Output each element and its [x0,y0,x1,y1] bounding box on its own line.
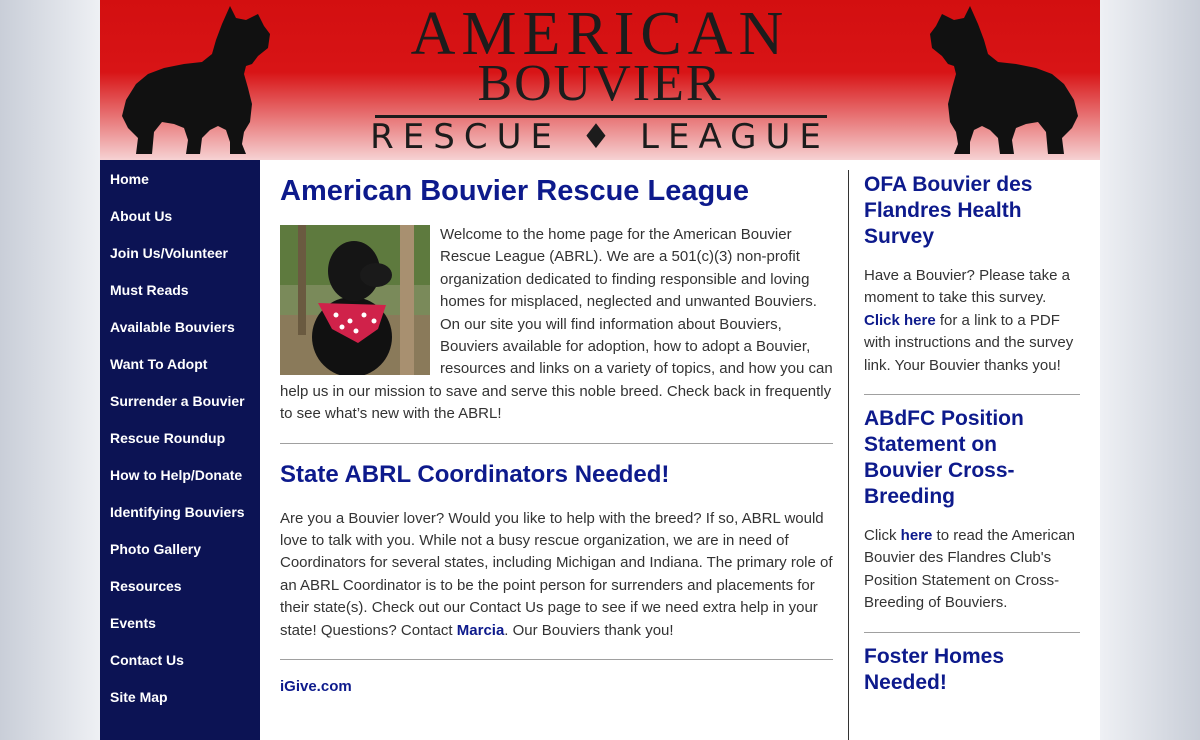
nav-item-site-map[interactable]: Site Map [110,689,168,705]
bouvier-photo [280,225,430,375]
column-divider [848,170,849,740]
nav-item-photo-gallery[interactable]: Photo Gallery [110,541,202,557]
nav-item-join-us-volunteer[interactable]: Join Us/Volunteer [110,245,228,261]
nav-item-must-reads[interactable]: Must Reads [110,282,189,298]
nav-item-home[interactable]: Home [110,171,149,187]
coordinators-text-after: . Our Bouviers thank you! [504,621,674,639]
marcia-link[interactable]: Marcia [456,621,505,639]
abdfc-statement-text [864,525,1080,615]
abdfc-text-after: to read the American Bouvier des Flandres Club's Position Statement on Cross-Breeding of Bouviers. [864,527,1075,612]
nav-item-want-to-adopt[interactable]: Want To Adopt [110,356,208,372]
ofa-click-here-link[interactable]: Click here [864,311,936,329]
bouvier-photo-image [280,225,430,375]
ofa-survey-heading: OFA Bouvier des Flandres Health Survey [864,173,1033,248]
coordinators-heading: State ABRL Coordinators Needed! [280,460,670,488]
page [100,0,1100,740]
ofa-text-before: Have a Bouvier? Please take a moment to take this survey. [864,267,1070,307]
nav-item-how-to-help-donate[interactable]: How to Help/Donate [110,467,243,483]
abdfc-text-before: Click [864,527,901,545]
sidebar-nav [100,160,260,740]
divider [864,394,1080,395]
coordinators-text-before: Are you a Bouvier lover? Would you like to help with the breed? If so, ABRL would love to talk with you. While not a busy rescue organization, we are in need of Coordinators for several states, including Michigan and Indiana. The primary role of an ABRL Coordinator is to be the point person for surrenders and placements for their state(s). Check out our Contact Us page to see if we need extra help in your state! Questions? Contact [280,509,833,639]
logo-line-bouvier: BOUVIER [477,55,723,112]
logo-line-american: AMERICAN [410,0,790,68]
foster-homes-heading: Foster Homes Needed! [864,644,1005,694]
nav-item-rescue-roundup[interactable]: Rescue Roundup [110,430,226,446]
main-content [280,170,833,695]
intro-section [280,224,833,426]
nav-item-contact-us[interactable]: Contact Us [110,652,184,668]
nav-item-events[interactable]: Events [110,615,156,631]
divider [864,632,1080,633]
nav-list [100,160,260,716]
ofa-survey-text [864,265,1080,377]
abdfc-here-link[interactable]: here [900,527,933,545]
nav-item-available-bouviers[interactable]: Available Bouviers [110,319,235,335]
ofa-text-after: for a link to a PDF with instructions and the survey link. Your Bouvier thanks you! [864,311,1074,374]
page-title: American Bouvier Rescue League [280,175,750,207]
nav-item-about-us[interactable]: About Us [110,208,173,224]
site-header [100,0,1100,160]
abdfc-statement-heading: ABdFC Position Statement on Bouvier Cross-Breeding [864,407,1024,509]
nav-item-surrender-a-bouvier[interactable]: Surrender a Bouvier [110,393,245,409]
igive-link[interactable]: iGive.com [280,678,352,696]
coordinators-text [280,508,833,642]
right-sidebar [864,172,1080,696]
nav-item-resources[interactable]: Resources [110,578,182,594]
nav-item-identifying-bouviers[interactable]: Identifying Bouviers [110,504,245,520]
intro-text: Welcome to the home page for the American Bouvier Rescue League (ABRL). We are a 501(c)(3) non-profit organization dedicated to finding responsible and loving homes for misplaced, neglected and unwanted Bouviers. On our site you will find information about Bouviers, Bouviers available for adoption, how to adopt a Bouvier, resources and links on a variety of topics, and how you can help us in our mission to save and serve this noble breed. Check back in frequently to see what’s new with the ABRL! [280,226,833,423]
logo-line-rescue-league: RESCUE ♦ LEAGUE [370,117,830,157]
divider [280,659,833,660]
divider [280,443,833,444]
